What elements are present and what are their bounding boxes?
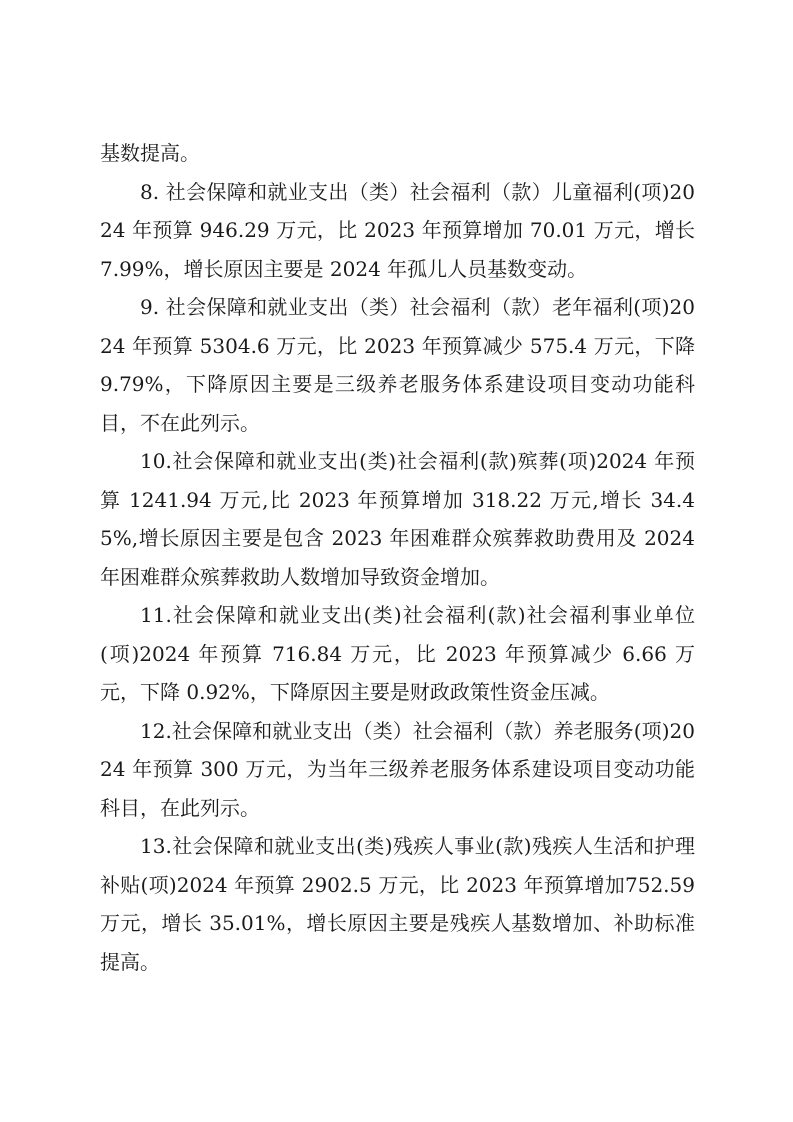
paragraph-item-11-welfare-institutions: 11.社会保障和就业支出(类)社会福利(款)社会福利事业单位(项)2024 年预算 716.84 万元，比 2023 年预算减少 6.66 万元，下降 0.92%，下降原因主要是财政政策性资金压减。 (100, 603, 695, 704)
document-body (100, 134, 695, 981)
paragraph-item-10-funeral: 10.社会保障和就业支出(类)社会福利(款)殡葬(项)2024 年预算 1241.94 万元,比 2023 年预算增加 318.22 万元,增长 34.45%,增长原因主要是包含 2023 年困难群众殡葬救助费用及 2024 年困难群众殡葬救助人数增加导致资金增加。 (100, 449, 695, 589)
paragraph-item-9-elderly-welfare: 9. 社会保障和就业支出（类）社会福利（款）老年福利(项)2024 年预算 5304.6 万元，比 2023 年预算减少 575.4 万元，下降 9.79%，下降原因主要是三级养老服务体系建设项目变动功能科目，不在此列示。 (100, 295, 695, 435)
paragraph-item-12-elderly-services: 12.社会保障和就业支出（类）社会福利（款）养老服务(项)2024 年预算 300 万元，为当年三级养老服务体系建设项目变动功能科目，在此列示。 (100, 718, 695, 820)
paragraph-item-8-child-welfare: 8. 社会保障和就业支出（类）社会福利（款）儿童福利(项)2024 年预算 946.29 万元，比 2023 年预算增加 70.01 万元，增长 7.99%，增长原因主要是 2024 年孤儿人员基数变动。 (100, 179, 695, 281)
paragraph-item-13-disability-subsidy: 13.社会保障和就业支出(类)残疾人事业(款)残疾人生活和护理补贴(项)2024 年预算 2902.5 万元，比 2023 年预算增加752.59 万元，增长 35.01%，增长原因主要是残疾人基数增加、补助标准提高。 (100, 834, 695, 974)
paragraph-continuation: 基数提高。 (100, 141, 200, 165)
